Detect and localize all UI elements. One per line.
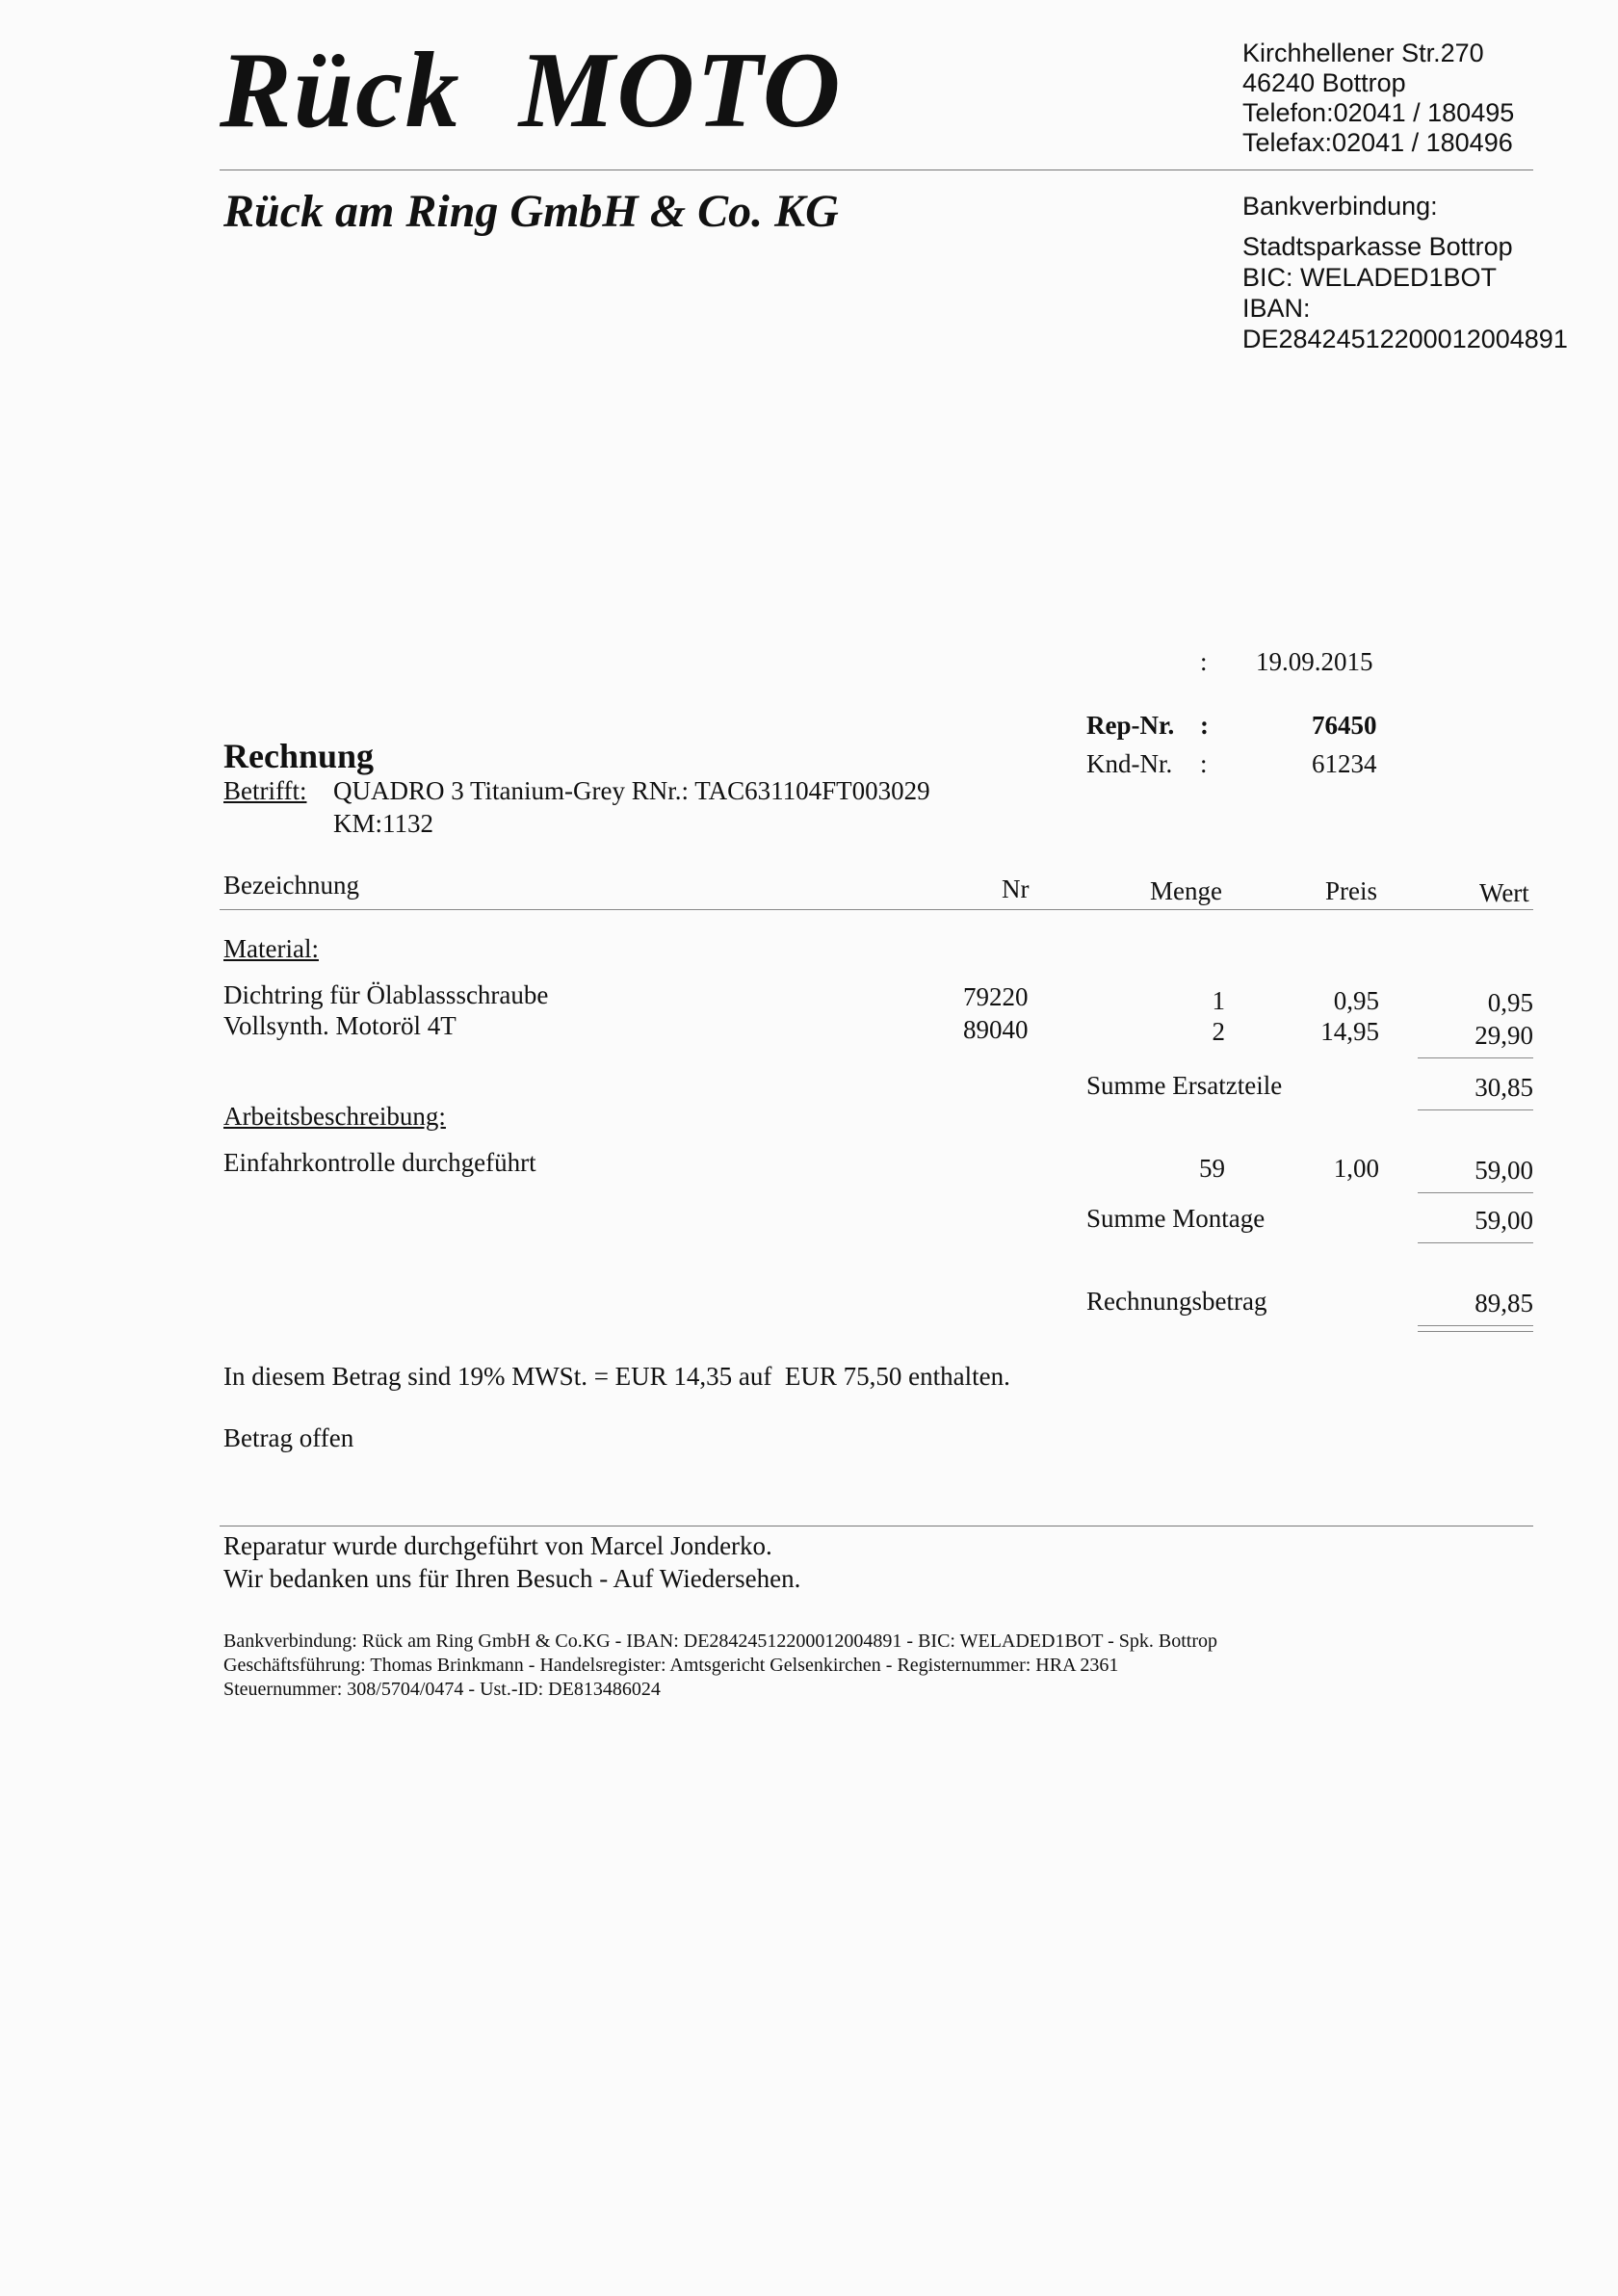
summe-ersatzteile-value: 30,85 (1474, 1073, 1533, 1102)
knd-nr-colon: : (1200, 749, 1208, 778)
subject-label: Betrifft: (223, 776, 307, 805)
summe-montage-label: Summe Montage (1086, 1204, 1266, 1233)
footer-bank: Bankverbindung: Rück am Ring GmbH & Co.KG - IBAN: DE28424512200012004891 - BIC: WELADED1BOT - Spk. Bottrop (223, 1631, 1217, 1652)
bank-bic: BIC: WELADED1BOT (1242, 263, 1498, 292)
montage-rule (1418, 1242, 1533, 1243)
rep-nr-value: 76450 (1312, 711, 1377, 740)
col-header-nr: Nr (1002, 874, 1030, 903)
rechnungsbetrag-label: Rechnungsbetrag (1086, 1287, 1267, 1316)
item-row-1-wert: 0,95 (1487, 988, 1533, 1017)
bank-name: Stadtsparkasse Bottrop (1242, 232, 1513, 261)
footer (223, 1630, 1217, 1702)
thanks-line-1: Reparatur wurde durchgeführt von Marcel Jonderko. (223, 1531, 772, 1560)
item-row-2-wert: 29,90 (1474, 1021, 1533, 1050)
knd-nr-label: Knd-Nr. (1086, 749, 1173, 778)
subject-value: QUADRO 3 Titanium-Grey RNr.: TAC631104FT003029 (333, 776, 930, 805)
item-row-2-preis: 14,95 (1320, 1017, 1379, 1046)
ersatzteile-rule (1418, 1109, 1533, 1110)
rechnungsbetrag-value: 89,85 (1474, 1289, 1533, 1318)
item-row-2-desc: Vollsynth. Motoröl 4T (223, 1011, 457, 1040)
bank-iban-label: IBAN: (1242, 294, 1311, 323)
item-row-2-nr: 89040 (963, 1015, 1029, 1044)
summe-ersatzteile-label: Summe Ersatzteile (1086, 1071, 1283, 1100)
summe-montage-value: 59,00 (1474, 1206, 1533, 1235)
work-row-menge: 59 (1199, 1154, 1225, 1183)
address-fax: Telefax:02041 / 180496 (1242, 128, 1513, 157)
invoice-date: 19.09.2015 (1256, 647, 1373, 676)
work-row-wert: 59,00 (1474, 1156, 1533, 1185)
items-subtotal-rule (1418, 1057, 1533, 1058)
bank-block (1242, 191, 1568, 354)
thanks-line-2: Wir bedanken uns für Ihren Besuch - Auf Wiedersehen. (223, 1564, 801, 1593)
item-row-1-nr: 79220 (963, 982, 1029, 1011)
col-header-preis: Preis (1325, 876, 1377, 905)
date-colon: : (1200, 647, 1208, 676)
table-header-rule (220, 909, 1533, 910)
item-row-1-preis: 0,95 (1333, 986, 1379, 1015)
address-street: Kirchhellener Str.270 (1242, 39, 1484, 67)
company-name: Rück am Ring GmbH & Co. KG (223, 186, 839, 237)
payment-status: Betrag offen (223, 1423, 354, 1452)
bank-heading: Bankverbindung: (1242, 192, 1438, 221)
address-phone: Telefon:02041 / 180495 (1242, 98, 1515, 127)
knd-nr-value: 61234 (1312, 749, 1377, 778)
footer-management: Geschäftsführung: Thomas Brinkmann - Handelsregister: Amtsgericht Gelsenkirchen - Registernummer: HRA 2361 (223, 1655, 1119, 1676)
item-row-1-desc: Dichtring für Ölablassschraube (223, 980, 549, 1009)
mileage: KM:1132 (333, 809, 434, 838)
item-row-1-menge: 1 (1212, 986, 1225, 1015)
total-rule-1 (1418, 1325, 1533, 1326)
total-rule-2 (1418, 1331, 1533, 1332)
col-header-menge: Menge (1150, 876, 1222, 905)
rep-nr-label: Rep-Nr. (1086, 711, 1175, 740)
material-heading: Material: (223, 934, 319, 963)
bank-iban: DE28424512200012004891 (1242, 325, 1568, 353)
footer-tax: Steuernummer: 308/5704/0474 - Ust.-ID: DE813486024 (223, 1679, 661, 1700)
col-header-bezeichnung: Bezeichnung (223, 871, 359, 900)
work-row-desc: Einfahrkontrolle durchgeführt (223, 1148, 536, 1177)
vat-note: In diesem Betrag sind 19% MWSt. = EUR 14,35 auf EUR 75,50 enthalten. (223, 1362, 1010, 1391)
address-city: 46240 Bottrop (1242, 68, 1406, 97)
work-rule (1418, 1192, 1533, 1193)
work-row-preis: 1,00 (1333, 1154, 1379, 1183)
col-header-wert: Wert (1479, 878, 1529, 907)
rep-nr-colon: : (1200, 711, 1209, 740)
address-block (1242, 39, 1514, 158)
item-row-2-menge: 2 (1212, 1017, 1225, 1046)
document-title: Rechnung (223, 737, 375, 775)
work-heading: Arbeitsbeschreibung: (223, 1102, 446, 1131)
brand-logo: Rück MOTO (220, 31, 843, 150)
